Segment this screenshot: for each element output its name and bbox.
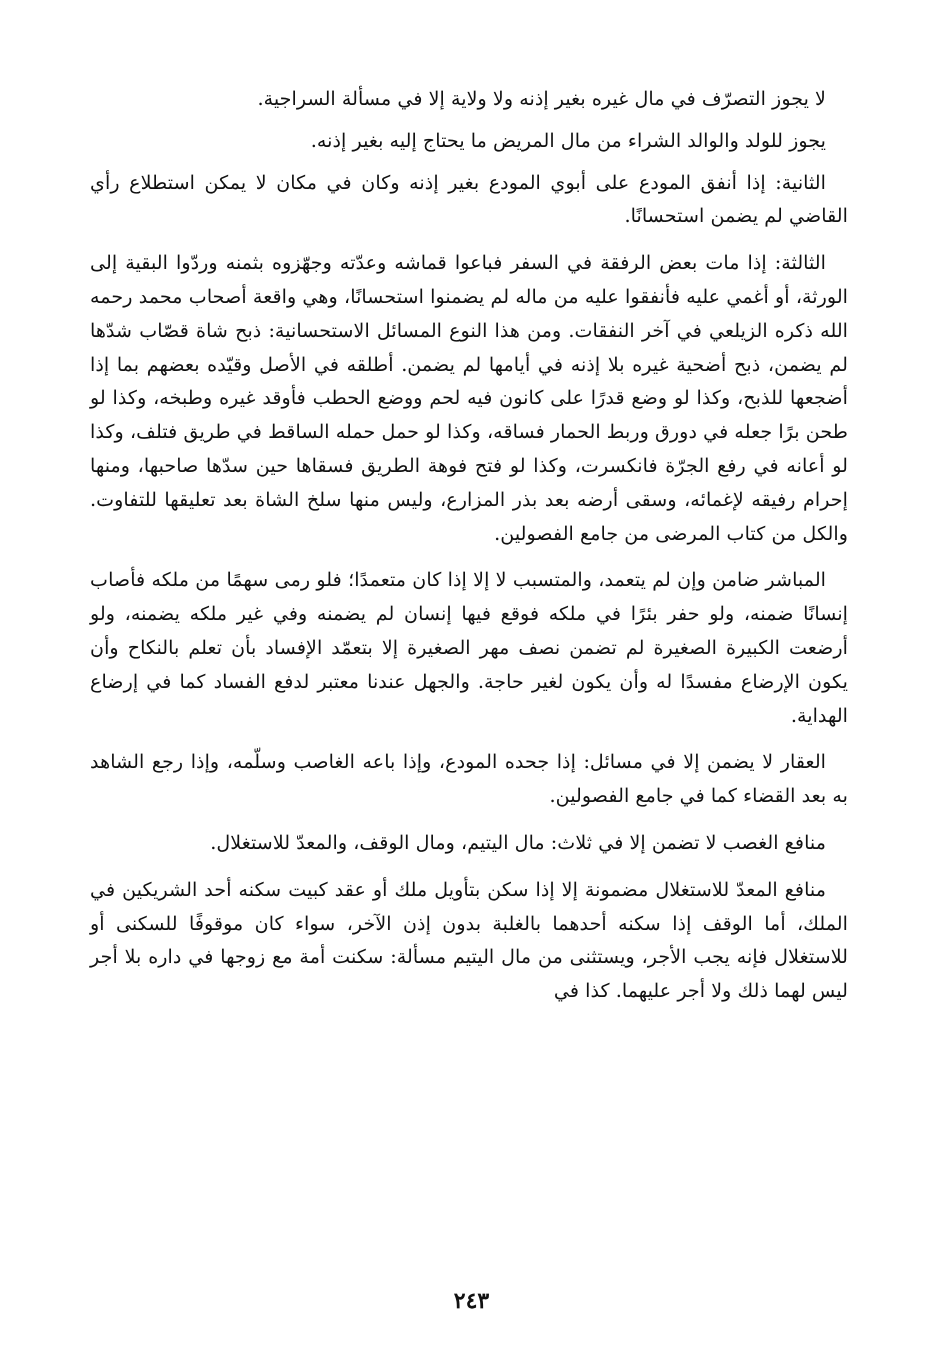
page-number: ٢٤٣ xyxy=(453,1288,490,1314)
paragraph-2: يجوز للولد والوالد الشراء من مال المريض ما يحتاج إليه بغير إذنه. xyxy=(310,128,826,152)
paragraph-8: منافع المعدّ للاستغلال مضمونة إلا إذا سكن بتأويل ملك أو عقد كبيت سكنه أحد الشريكين في الملك، أما الوقف إذا سكنه أحدهما بالغلبة بدون إذن الآخر، سواء كان موقوفًا للسكنى أو للاستغلال فإنه يجب الأجر، ويستثنى من مال اليتيم مسألة: سكنت أمة مع زوجها في داره بلا أجر ليس لهما ذلك ولا أجر عليهما. كذا في xyxy=(90,877,848,1003)
paragraph-6: العقار لا يضمن إلا في مسائل: إذا جحده المودع، وإذا باعه الغاصب وسلّمه، وإذا رجع الشاهد به بعد القضاء كما في جامع الفصولين. xyxy=(90,750,848,808)
page-body xyxy=(90,82,848,1008)
paragraph-1: لا يجوز التصرّف في مال غيره بغير إذنه ولا ولاية إلا في مسألة السراجية. xyxy=(257,87,826,110)
paragraph-4: الثالثة: إذا مات بعض الرفقة في السفر فباعوا قماشه وعدّته وجهّزوه بثمنه وردّوا البقية إلى الورثة، أو أغمي عليه فأنفقوا عليه من ماله لم يضمنوا استحسانًا، وهي واقعة أصحاب محمد رحمه الله ذكره الزيلعي في آخر النفقات. ومن هذا النوع المسائل الاستحسانية: ذبح شاة قصّاب شدّها لم يضمن، ذبح أضحية غيره بلا إذنه في أيامها لم يضمن. أطلقه في الأصل وقيّده بعضهم بما إذا أضجعها للذبح، وكذا لو وضع قدرًا على كانون فيه لحم ووضع الحطب فأوقد غيره وطبخه، وكذا لو طحن برًا جعله في دورق وربط الحمار فساقه، وكذا لو حمل حمله الساقط في طريق فتلف، وكذا لو أعانه في رفع الجرّة فانكسرت، وكذا لو فتح فوهة الطريق فسقاها حين سدّها صاحبها، ومنها إحرام رفيقه لإغمائه، وسقى أرضه بعد بذر المزارع، وليس منها سلخ الشاة بعد تعليقها للتفاوت. والكل من كتاب المرضى من جامع الفصولين. xyxy=(90,251,848,545)
paragraph-5: المباشر ضامن وإن لم يتعمد، والمتسبب لا إلا إذا كان متعمدًا؛ فلو رمى سهمًا من ملكه فأصاب إنسانًا ضمنه، ولو حفر بئرًا في ملكه فوقع فيها إنسان لم يضمنه وفي غير ملكه يضمنه، ولو أرضعت الكبيرة الصغيرة لم تضمن نصف مهر الصغيرة إلا بتعمّد الإفساد بأن تعلم بالنكاح وأن يكون الإرضاع مفسدًا له وأن يكون لغير حاجة. والجهل عندنا معتبر لدفع الفساد كما في إرضاع الهداية. xyxy=(90,568,848,727)
paragraph-3: الثانية: إذا أنفق المودع على أبوي المودع بغير إذنه وكان في مكان لا يمكن استطلاع رأي القاضي لم يضمن استحسانًا. xyxy=(90,170,848,228)
paragraph-7: منافع الغصب لا تضمن إلا في ثلاث: مال اليتيم، ومال الوقف، والمعدّ للاستغلال. xyxy=(210,830,826,854)
